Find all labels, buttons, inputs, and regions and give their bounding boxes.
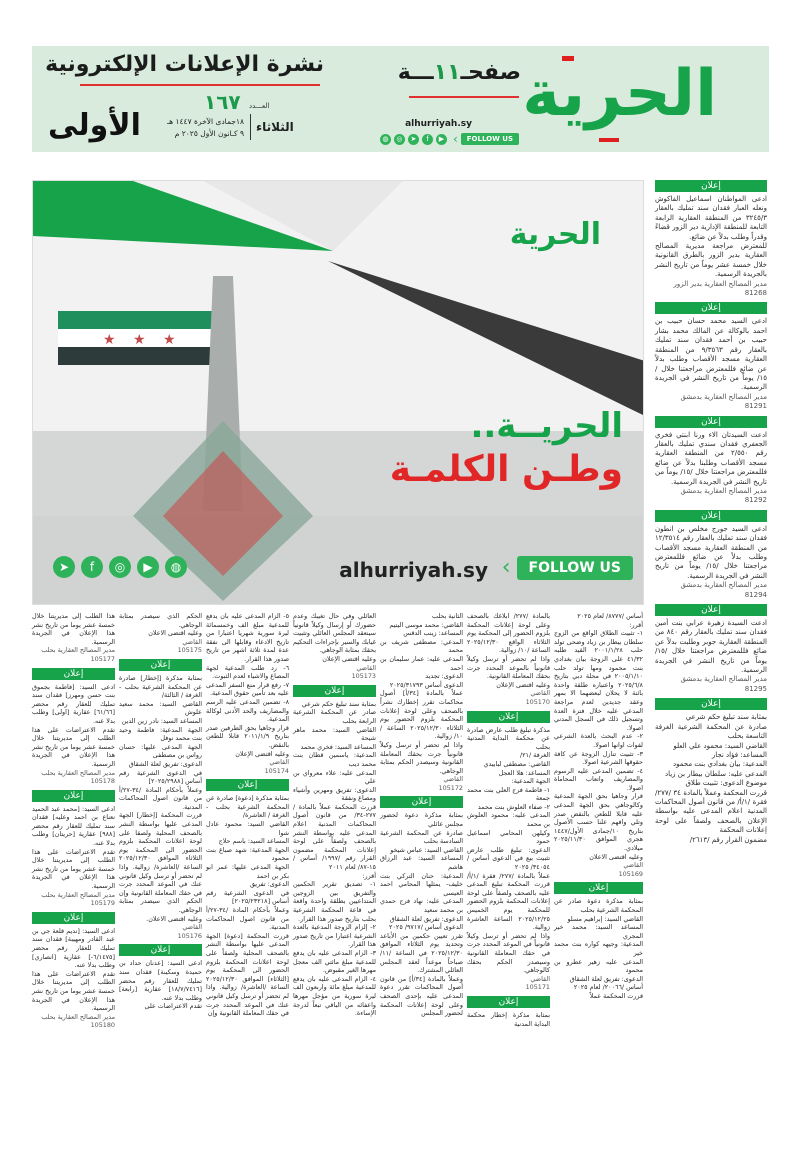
ad-paragraph: ادعى السيد جورج مخلص بن انطون فقدان سند تمليك بالعقار رقم ١٢/٣٥١٤ من المنطقة العقارية مسجد الأقصاب وطلب بدلاً عن ضائع فللمعترض مراجعتنا خلال /١٥/ يوماً من تاريخ النشر في الجريدة الرسمية. <box>655 524 767 580</box>
chevron-left-icon: ‹ <box>501 555 511 580</box>
ad-paragraph: وعملاً بأحكام المادة /٣٤-٢٧/أ من قانون اصول المحاكمات المدنية. <box>206 906 289 932</box>
ad-paragraph: وكيلهن المحامي اسماعيل حمود <box>467 828 550 846</box>
ad-signature: مدير المصالح العقارية بحلب <box>41 768 115 777</box>
page-number: ١١ <box>433 60 461 85</box>
banner-social-bar <box>53 556 187 578</box>
ad-paragraph: قرار وجاهيا بحق الجهة المدعية وكالوجاهي بحق الجهة المدعى عليه قابلا للطعن بالنقض صدر وتلي وافهم علنا حسب الأصول بتاريخ ١٠/جمادى الأول/١٤٤٧ هجري الموافق ٢٠٢٥/١١/٣٠ ميلادي. <box>554 792 643 853</box>
ad-paragraph: الغرفة /٢١/ <box>519 751 550 760</box>
ad-paragraph: الحكم الذي سيصدر بمثابة الوجاهي. <box>119 612 202 629</box>
ad-paragraph: ١- تثبيت الطلاق الواقع من الزوج سلطان بيطار بن زياد وضحى تولد حلب ٢٠٠١/١/٢٨ القيد طلبه ٤١/٣٢ على الزوجة بيان بغدادي بنت محمود ومها تولد حلب ٢٠٠٥/١/١٠ في محلة دبي بتاريخ ٢٠٢٥/٦/٨ واعتباره طلقة واحدة بائنة لا يحلان لبعضهما الا بمهر وعقد جديدين لعدم مراجعة المدعي عليه خلال فترة العدة وتسجيل ذلك في السجل المدني اصولا. <box>554 629 644 732</box>
globe-icon[interactable]: ◍ <box>165 556 187 578</box>
ad-paragraph: أقرر: <box>362 871 376 880</box>
ad-paragraph: المدعية: وجيهه كواره بنت محمد خير <box>554 940 643 957</box>
ad-paragraph: وعليه اقتضى الإعلان <box>322 654 376 663</box>
ad-paragraph: ٤- تضمين المدعى عليه الرسوم والمصاريف واتعاب المحاماة اصولا. <box>554 766 643 792</box>
ad-paragraph: وعليه اقتضى الإعلان <box>235 749 289 758</box>
facebook-icon[interactable]: f <box>81 556 103 578</box>
ad-heading: إعلان <box>293 685 376 697</box>
column-e <box>206 612 289 1018</box>
ad-reference-code: 81295 <box>744 684 767 693</box>
ad-signature: القاضي <box>623 861 643 870</box>
ad-paragraph: قرار وجاهيا بحق الطرفين صدر بتاريخ ٢٠١١/١/٩ قابلا للطعن بالنقض. <box>206 723 289 749</box>
ad-paragraph: هذا الطلب إلى مديريتنا خلال خمسة عشر يوما من تاريخ نشر هذا الإعلان في الجريدة الرسمية. <box>32 612 115 646</box>
ad-paragraph: ادعى السيد: [فاطمة بجموق بنت حسن ومهرز] فقدان سند تمليك للعقار رقم محضر [٦١/٦٦] عقارية [اولى] وطلب بدلا عنه. <box>32 682 115 725</box>
column-right <box>655 176 767 845</box>
ad-paragraph: صادرة عن المحكمة الشرعية الغرفة التاسعة بحلب <box>655 722 767 741</box>
ad-paragraph: واذا لم تحضر أو ترسل وكيلاً قانونياً بالموعد المحدد جرت بحقك المعاملة القانونية. <box>467 654 550 681</box>
ad-reference-code: 105179 <box>90 899 115 908</box>
ad-paragraph: المساعد: هلا العجل <box>498 768 550 777</box>
ad-heading: إعلان <box>119 944 202 956</box>
ad-paragraph: المساعد السيد: محمد خير المجري <box>554 923 643 940</box>
ad-paragraph: موضوع الدعوى: تثبيت طلاق <box>685 779 767 788</box>
ad-paragraph: ٧- رفع قرار منع السفر المدعى عليه بعد تأمين حقوق المدعية. <box>206 680 289 698</box>
divider <box>250 114 251 140</box>
ad-paragraph: بمثابة مذكرة إخطار محكمة البداية المدنية <box>467 1010 550 1028</box>
ad-heading: إعلان <box>119 659 202 671</box>
ad-paragraph: ٣- الزام المدعى عليه بان يدفع للمدعية مبلغ مائتي الف معجل مهرها الغير مقبوض. <box>293 948 376 975</box>
day-name: الثلاثاء <box>256 120 294 134</box>
ad-paragraph: الثانية بحلب <box>431 612 463 620</box>
ad-reference-code: 81294 <box>744 590 767 599</box>
column-b <box>467 612 550 1028</box>
ad-heading: إعلان <box>32 668 115 680</box>
date-block <box>156 116 244 140</box>
ad-paragraph: ١- فاطمة فرج العلي بنت محمد جمعة <box>467 785 550 803</box>
ad-paragraph: تقدم الاعتراضات على هذا الطلب إلى مديريتنا خلال خمسة عشر يوما من تاريخ نشر هذا الإعلان في الجريدة الرسمية. <box>32 969 115 1013</box>
ad-paragraph: تقرر تعيين حكمين من الأباعد وتحديد يوم الثلاثاء الموافق ٢٠٢٥/١٢/٣٠ في الساعة /١١/ صباحاً موعداً لعقد المجلس العائلي المشترك. <box>380 931 463 975</box>
ad-paragraph: قررت المحكمة [دعوة] الجهة المدعى عليها بواسطة النشر بالصحف المحلية ولصقاً على لوحة اعلانات المحكمة بلزوم الحضور الى المحكمة يوم [الثلاثاء] الموافق ٢٠٢٥/١٢/٣٠ الساعة /العاشرة/ زوالية. واذا لم تحضر أو ترسل وكيل قانوني عنك في الموعد المحدد جرت في حقك المعاملة القانونية وإن <box>206 931 289 1018</box>
column-f <box>119 612 202 1011</box>
flag-star: ★ <box>103 332 116 348</box>
ad-paragraph: ٣- تثبيت تنازل الزوجة عن كافة حقوقها الشرعية اصولا. <box>554 749 643 767</box>
ad-paragraph: وعليه اقتضى الاعلان <box>589 852 643 861</box>
banner-follow <box>502 555 633 580</box>
ad-paragraph: مضمون القرار رقم /٢٦١٣/ <box>689 835 767 844</box>
ad-paragraph: ٢- صفاء العلوش بنت محمد <box>477 802 550 811</box>
ad-paragraph: ادعى السيد: [عدنان حداد بن حميدة وسكينة] فقدان سند تمليك للعقار رقم محضر [١٨/٧/٧٤١٦] عقارية [رابعة] وطلب بدلا عنه. <box>119 959 202 1002</box>
issue-label: العـــدد <box>249 102 270 110</box>
telegram-icon[interactable]: ➤ <box>408 134 419 145</box>
column-d <box>293 612 376 1018</box>
ad-reference-code: 105171 <box>525 983 550 992</box>
ad-paragraph: بمثابة مذكرة دعوة لحضور مجلس عائلي <box>380 811 463 829</box>
issue-number: ١٦٧ <box>204 90 241 114</box>
ad-paragraph: المدعى عليه: علاء معرواي بن علي <box>293 768 376 786</box>
ad-paragraph: وعليه اقتضى الاعلان. <box>146 914 202 923</box>
ad-paragraph: الدعوى: تبليغ طلب عارض تثبيت بيع في الدعوى أساس /٣٤٠٥٤/ ٢٠٢٥ <box>467 845 550 872</box>
flag-star: ★ <box>163 332 176 348</box>
ad-paragraph: وعملاً بالمادة [٣٤/أ] من قانون أصول المحاكمات تقرر دعوة المدعى عليه بإحدى الصحف وعلى لوحة إعلانات المحكمة لحضور المجلس <box>380 974 463 1018</box>
masthead <box>32 46 769 152</box>
ad-signature: القاضي <box>443 775 463 784</box>
ad-paragraph: القاضي السيد: محمد ماهر شيحة <box>293 725 376 743</box>
masthead-brand-block <box>319 46 769 152</box>
ad-paragraph: المساعد: زينب الدقس <box>403 629 463 638</box>
ad-paragraph: المدعية: حنان التركي بنت خليف- يمثلها المحامي احمد العيسى <box>380 871 463 897</box>
ad-heading: إعلان <box>554 882 643 894</box>
ad-paragraph: ٥- الزام المدعى عليه بان يدفع للمدعية مبلغ الف وخمسمائة ليرة سورية شهريا اعتبارا من تاريخ الادعاء وقابلها الى نفقة عدة لمدة ثلاثة اشهر من تاريخ صدور هذا القرار. <box>206 612 289 663</box>
ad-paragraph: القاضي: مصطفى لبابيدي <box>483 759 550 768</box>
ad-paragraph: القاضي: محمد موسى اليتيم <box>389 620 463 629</box>
ad-paragraph: واذا لم تحضر أو ترسل وكيلاً قانونياً في الموعد المحدد جرت في حقك المعاملة القانونية وسيصدر الحكم بحقك كالوجاهي. <box>467 931 550 975</box>
edition-label: الأولى <box>48 108 141 143</box>
site-url[interactable]: alhurriyah.sy <box>405 119 472 129</box>
ad-signature: مدير المصالح العقارية بدير الزور <box>673 279 767 288</box>
ad-paragraph: الدعوى أساس ٢٠٢٥/٣١٧٩٣ <box>389 680 463 689</box>
ad-paragraph: أقرر: <box>629 620 643 629</box>
ad-paragraph: وعملاً بأحكام المادة /٣٤-٢٧/أ من قانون اصول المحاكمات المدنية. <box>119 785 202 811</box>
ad-paragraph: المدعى عليه: محمود العلوش بن محمد <box>467 811 550 829</box>
banner-logo: الحرية <box>509 217 601 252</box>
ad-heading: إعلان <box>655 416 767 428</box>
ad-paragraph: بالمادة /٢٧٧/ ابلاغك بالصحف وعلى لوحة إعلانات المحكمة بلزوم الحضور إلى المحكمة يوم الثلاثاء الواقع ٢٠٢٥/١٢/٣٠ الساعة /١٠/ زوالية. <box>467 612 550 655</box>
follow-us-button[interactable]: FOLLOW US <box>461 133 519 145</box>
ad-paragraph: قررت المحكمة عملاً <box>589 991 643 1000</box>
ad-paragraph: تقدم الاعتراضات على <box>144 1002 202 1011</box>
ad-reference-code: 105176 <box>177 931 202 940</box>
ad-paragraph: وعليه اقتضى الاعلان <box>148 629 202 638</box>
ad-paragraph: الدعوى: تفريق <box>249 880 289 889</box>
flag-star: ★ <box>133 332 146 348</box>
ad-paragraph: ٤- الزام المدعى عليه بان يدفع للمدعية مبلغ مائة واربعون الف ليرة سورية من مؤجل مهرها واعفائه من الباقي تبعاً لدرجة الإساءة. <box>293 974 376 1018</box>
ad-paragraph: صادر عن المحكمة الشرعية الرابعة بحلب <box>293 708 376 725</box>
ad-paragraph: في الدعوى الشرعية رقم أساس [٢٠٢٥/٢٣٢١٨] <box>206 888 289 906</box>
ad-paragraph: الدعوى: تفريق لعلة الشقاق <box>389 914 463 923</box>
ad-paragraph: الدعوى: تفريق لعلة الشقاق <box>569 974 643 983</box>
ad-heading: إعلان <box>655 510 767 522</box>
ad-paragraph: ٦- رد طلب المدعية لجهة المصاغ والاشياء لعدم الثبوت. <box>206 663 289 681</box>
banner-follow-us-button[interactable]: FOLLOW US <box>517 556 633 580</box>
ad-paragraph: ٢- إلزام الزوجة المدعية بالعدة الشرعية اعتبارا من تاريخ صدور هذا القرار. <box>293 923 376 949</box>
ad-paragraph: بمثابة سند تبليغ حكم شرعي <box>301 699 376 708</box>
ad-paragraph: القاضي السيد: إبراهيم مسلو <box>567 914 643 923</box>
column-a <box>554 612 643 1001</box>
ad-paragraph: ١- تصديق تقرير الحكمين والتفريق بين الزوجين المتداعيين بطلقة واحدة واقعة في قاعة المحكمة الشرعية بحلب بتاريخ صدور هذا القرار. <box>293 880 376 923</box>
ad-paragraph: الجهة المدعى عليها: عمر ابو بكر بن احمد <box>206 863 289 880</box>
logo-accent <box>599 138 619 142</box>
ad-paragraph: بمثابة مذكرة دعوة صادر عن المحكمة الشرعية بحلب <box>554 897 643 914</box>
facebook-icon[interactable]: f <box>422 134 433 145</box>
page-label: صفحـ <box>460 60 521 85</box>
ad-reference-code: 105178 <box>90 777 115 786</box>
ad-paragraph: المدعية: ياسمين قطان بنت محمد ديب <box>293 751 376 768</box>
ad-reference-code: 105172 <box>438 783 463 792</box>
title-underline <box>80 84 320 86</box>
ad-paragraph: ادعت السيدتان الاء ورنا ابنتي فخري الجعفري فقدان سندي تمليك بالعقار رقم ٢/٥٥٠ من المنطقة العقارية مسجد الأقصاب وطلبنا بدلاً عن ضائع فللمعترض مراجعتنا خلال /١٥/ يوماً من تاريخ النشر في الجريدة الرسمية. <box>655 430 767 486</box>
ad-heading: إعلان <box>655 698 767 710</box>
ad-reference-code: 105180 <box>90 1021 115 1030</box>
ad-signature: مدير المصالح العقارية بدمشق <box>680 486 767 495</box>
ad-paragraph: ادعى السيد: [نديم قلعة جي بن عبد القادر ومهيبة] فقدان سند تمليك للعقار رقم محضر [٦/١٤٧٥-] عقارية [انصاري] وطلب بدلا عنه. <box>32 926 115 970</box>
masthead-edition-block <box>44 46 324 152</box>
ad-paragraph: عملاً بالمادة [٣٤/أ] أصول محاكمات تقرر إخطارك نشراً بالصحف وعلى لوحة إعلانات المحكمة بلزوم الحضور يوم الثلاثاء ٢٠٢٥/١٢/٣٠ الساعة /١٠/ زوالية. <box>380 689 463 741</box>
ad-paragraph: المدعى عليه: سلطان بيطار بن زياد <box>664 769 767 778</box>
ad-signature: مدير المصالح العقارية بحلب <box>41 1012 115 1021</box>
column-g <box>32 612 115 1034</box>
ad-paragraph: المساعد السيد: فخري محمد <box>300 742 376 751</box>
ad-signature: القاضي <box>530 974 550 983</box>
ad-paragraph: ادعى السيد محمد حسان حبيب بن احمد بالوكالة عن المالك محمد بشار حبيب بن أحمد فقدان سند تمليك بالعقار رقم ٩/٣٥٦٣ من المنطقة العقارية مسجد الأقصاب وطلب بدلاً عن ضائع فللمعترض مراجعتنا خلال /١٥/ يوماً من تاريخ النشر في الجريدة الرسمية. <box>655 317 767 392</box>
flag-black-stripe <box>58 347 218 365</box>
banner-slogan-line1: الحريــة.. <box>470 406 623 446</box>
ad-paragraph: قررت المحكمة وعملاً بالمادة ٣٤ /٢٧٧/ فقرة /١/أ/ من قانون أصول المحاكمات المدنية اعلام المدعى عليه بواسطة الإعلان بالصحف ولصقاً على لوحة إعلانات المحكمة <box>655 788 767 835</box>
ad-paragraph: ٨- تضمين المدعى عليه الرسم والمصاريف والحد الأدنى لوكالة المدعية. <box>206 697 289 724</box>
ad-reference-code: 81292 <box>744 496 767 505</box>
ad-paragraph: القاضي السيد: محمود علي العلو <box>673 741 767 750</box>
ad-paragraph: تقدم الاعتراضات على هذا الطلب إلى مديريتنا خلال خمسة عشر يوما من تاريخ نشر هذا الإعلان في الجريدة الرسمية. <box>32 847 115 891</box>
ad-paragraph: قررت المحكمة [إخطار] الجهة المدعى عليها بواسطة النشر بالصحف المحلية ولصقا على لوحة اعلانات المحكمة بلزوم الحضور الى المحكمة يوم الثلاثاء الموافق ٢٠٢٥/١٢/٣٠ الساعة /العاشرة/ زوالية. واذا لم تحضر أو ترسل وكيل قانوني عنك في الموعد المحدد جرت في حقك المعاملة القانونية وإن الحكم الذي سيصدر بمثابة الوجاهي. <box>119 811 202 914</box>
ad-heading: إعلان <box>32 912 115 924</box>
ad-signature: القاضي <box>182 923 202 932</box>
telegram-icon[interactable]: ➤ <box>53 556 75 578</box>
ad-paragraph: الجهة المدعية: <box>511 777 550 786</box>
ad-signature: مدير المصالح العقارية بحلب <box>41 890 115 899</box>
ad-paragraph: العائلي وفي حال تغيبك وعدم حضورك أو إرسال وكيلاً قانونياً سينعقد المجلس العائلي وتثبيت غيابك والسير بإجراءات التحكيم بحقك بمثابة الوجاهي. <box>293 612 376 655</box>
ad-reference-code: 105177 <box>90 654 115 663</box>
ad-paragraph: في الدعوى الشرعية رقم أساس [٢٠٢٥/٢٩٨٨] <box>119 768 202 786</box>
youtube-icon[interactable]: ▶ <box>137 556 159 578</box>
ad-paragraph: بمثابة مذكرة [دعوة] صادرة عن المحكمة الشرعية بحلب - الغرفة / العاشرة/ <box>205 794 289 820</box>
ad-paragraph: المساعد السيد: عبد الرزاق هاشم <box>380 854 463 872</box>
ad-heading: إعلان <box>655 180 767 192</box>
ad-paragraph: المدعى عليه زهير عطرو بن محمود <box>554 957 643 975</box>
ad-heading: إعلان <box>206 779 289 791</box>
ad-reference-code: 105173 <box>351 672 376 681</box>
bulletin-title: نشرة الإعلانات الإلكترونية <box>45 52 324 77</box>
ad-paragraph: ٢- عدم البحث بالعدة الشرعي لفوات اوانها اصولا. <box>554 732 643 749</box>
ad-paragraph: المساعد السيد: باسم حلاج <box>218 837 289 846</box>
ad-paragraph: القاضي السيد: عباس شيخو <box>390 845 463 854</box>
ad-paragraph: أساس /٢٠٠٦٦/ لعام ٢٠٢٥ <box>573 983 643 992</box>
ad-paragraph: ادعى السيد: [محمد عبد الحميد نعناع بن احمد وعليه] فقدان سند تمليك للعقار رقم محضر [٩٨٨] عقارية [حريتان] وطلب بدلا عنه. <box>32 804 115 848</box>
ad-paragraph: القاضي السيد: محمود عادل شوا <box>206 820 289 837</box>
ad-heading: إعلان <box>380 796 463 808</box>
ad-paragraph: مذكرة تبليغ طلب عارض صادرة عن محكمة البداية المدنية بحلب <box>467 725 550 751</box>
page-underline <box>409 96 519 98</box>
ad-paragraph: المدعية: بيان بغدادي بنت محمود <box>673 760 767 769</box>
ad-signature: القاضي <box>182 637 202 646</box>
instagram-icon[interactable]: ◎ <box>109 556 131 578</box>
ad-paragraph: الدعوى: تفريق ومهرين وأشياء ومصاغ ونفقة <box>293 785 376 803</box>
ad-signature: القاضي <box>356 663 376 672</box>
flag-green-stripe <box>58 311 218 329</box>
ad-reference-code: 105175 <box>177 646 202 655</box>
ad-paragraph: للمعترض مراجعة مديرية المصالح العقارية بدير الزور بالطرق القانونية خلال خمسة عشر يوماً من تاريخ النشر بالجريدة الرسمية. <box>655 242 767 279</box>
ad-paragraph: ادعى المواطنان اسماعيل الفاكوش ونعله العبار فقدان سند تمليك بالعقار ٣٢٤٥/٣ من المنطقة العقارية الرابعة التابعة للمنطقة الإدارية دير الزور قضاءً وقدراً وطلب بدلاً عن ضائع. <box>655 195 767 241</box>
ad-heading: إعلان <box>32 790 115 802</box>
chevron-left-icon: ‹ <box>452 132 458 146</box>
ad-paragraph: الجهة المدعى عليها: حسان رواس بن مصطفى <box>119 742 202 760</box>
date-gregorian: ٩ كـانون الأول ٢٠٢٥ م <box>174 129 244 138</box>
globe-icon[interactable]: ◍ <box>380 134 391 145</box>
page-suffix: ـــة <box>397 60 434 85</box>
ad-paragraph: المساعد: فؤاد نجار <box>711 750 767 759</box>
ad-paragraph: المدعى عليه: عمار سليمان بن احمد <box>380 654 463 672</box>
ad-signature: مدير المصالح العقارية بحلب <box>41 646 115 655</box>
banner-slogan-line2: وطـن الكلمـة <box>389 449 623 490</box>
ad-paragraph: تقدم الاعتراضات على هذا الطلب إلى مديريتنا خلال خمسة عشر يوما من تاريخ نشر هذا الإعلان في الجريدة الرسمية. <box>32 725 115 768</box>
ad-paragraph: ادعت السيدة زهيرة عرابي بنت أمين فقدان سند تمليك بالعقار رقم ٨٤٠ من المنطقة العقارية جوبر وطلبت بدلاً عن ضائع فللمعترض مراجعتنا خلال /١٥/ يوماً من تاريخ النشر في الجريدة الرسمية. <box>655 619 767 675</box>
ad-paragraph: وعليه اقتضى الإعلان <box>496 680 550 689</box>
ad-reference-code: 105169 <box>618 869 643 878</box>
ad-reference-code: 81291 <box>744 402 767 411</box>
ad-paragraph: المدعي: مصطفى شريف بن محمد <box>380 637 463 655</box>
instagram-icon[interactable]: ◎ <box>394 134 405 145</box>
ad-paragraph: عملاً بالمادة /٢٧٧/ فقرة /١/أ/ قررت المحكمة تبليغ المدعى عليه بالصحف ولصقاً على لوحة إعلانات المحكمة بلزوم الحضور للمحكمة يوم الخميس ٢٠٢٥/١٢/٢٥ الساعة العاشرة زوالية. <box>467 871 551 932</box>
youtube-icon[interactable]: ▶ <box>436 134 447 145</box>
ad-paragraph: الدعوى أساس /٩٧١٧/ ٢٠٢٥ <box>389 923 463 932</box>
ad-paragraph: الدعوى: تجديد <box>425 672 463 681</box>
ad-paragraph: المساعد السيد: نادر زين الدين <box>121 716 202 725</box>
ad-paragraph: صادرة عن المحكمة الشرعية السادسة بحلب <box>380 828 463 846</box>
ad-paragraph: الدعوى: تفريق لعلة الشقاق <box>128 759 202 768</box>
ad-reference-code: 105170 <box>525 697 550 706</box>
ad-signature: مدير المصالح العقارية بدمشق <box>680 581 767 590</box>
ad-signature: مدير المصالح العقارية بدمشق <box>680 675 767 684</box>
ad-signature: القاضي <box>530 689 550 698</box>
ad-paragraph: القاضي السيد: محمد سعيد علوش <box>119 699 202 717</box>
ad-reference-code: 105174 <box>264 766 289 775</box>
ad-paragraph: بمثابة مذكرة [إخطار] صادرة عن المحكمة الشرعية بحلب - الغرفة / الثالثة/ <box>119 673 202 700</box>
ad-paragraph: الجهة المدعية: شهد صباغ بنت محمود <box>206 845 289 863</box>
ad-paragraph: أساس /٨٧٧٧/ لعام ٢٠٢٥ <box>577 612 643 620</box>
page-number-label <box>398 60 521 85</box>
ad-heading: إعلان <box>655 604 767 616</box>
ad-paragraph: واذا لم تحضر أو ترسل وكيلاً قانونياً جرت بحقك المعاملة القانونية وسيصدر الحكم بمثابة الوجاهي. <box>380 740 463 775</box>
ad-paragraph: قررت المحكمة عملاً بالمادة /٢٧٧-٣٤/ من قانون أصول المحاكمات المدنية اعلام المدعى عليه بواسطة النشر بالصحف ولصقاً على لوحة إعلانات المحكمة مضمون القرار رقم /١٩٩٧/ أساس /١٥-٨٧/ لعام ٢٠١١ <box>293 802 376 872</box>
ad-signature: القاضي <box>269 758 289 767</box>
social-bar <box>380 132 519 146</box>
ad-heading: إعلان <box>467 996 550 1008</box>
ad-paragraph: الجهة المدعية: فاطمة وحيد بنت محمد نوفل <box>119 725 202 743</box>
ad-heading: إعلان <box>467 711 550 723</box>
banner-url[interactable]: alhurriyah.sy <box>339 558 488 582</box>
ad-paragraph: بمثابة سند تبليغ حكم شرعي <box>685 713 767 722</box>
banner-image <box>32 180 644 605</box>
logo: الحرية <box>522 57 717 131</box>
date-hijri: ١٨جمادى الآخرة ١٤٤٧ هـ <box>166 117 244 126</box>
ad-paragraph: المدعى عليه: نهاد فرج حمدي بن محمد سعيد <box>380 897 463 914</box>
ad-heading: إعلان <box>655 302 767 314</box>
ad-signature: مدير المصالح العقارية بدمشق <box>680 392 767 401</box>
ad-reference-code: 81268 <box>744 289 767 298</box>
column-c <box>380 612 463 1018</box>
